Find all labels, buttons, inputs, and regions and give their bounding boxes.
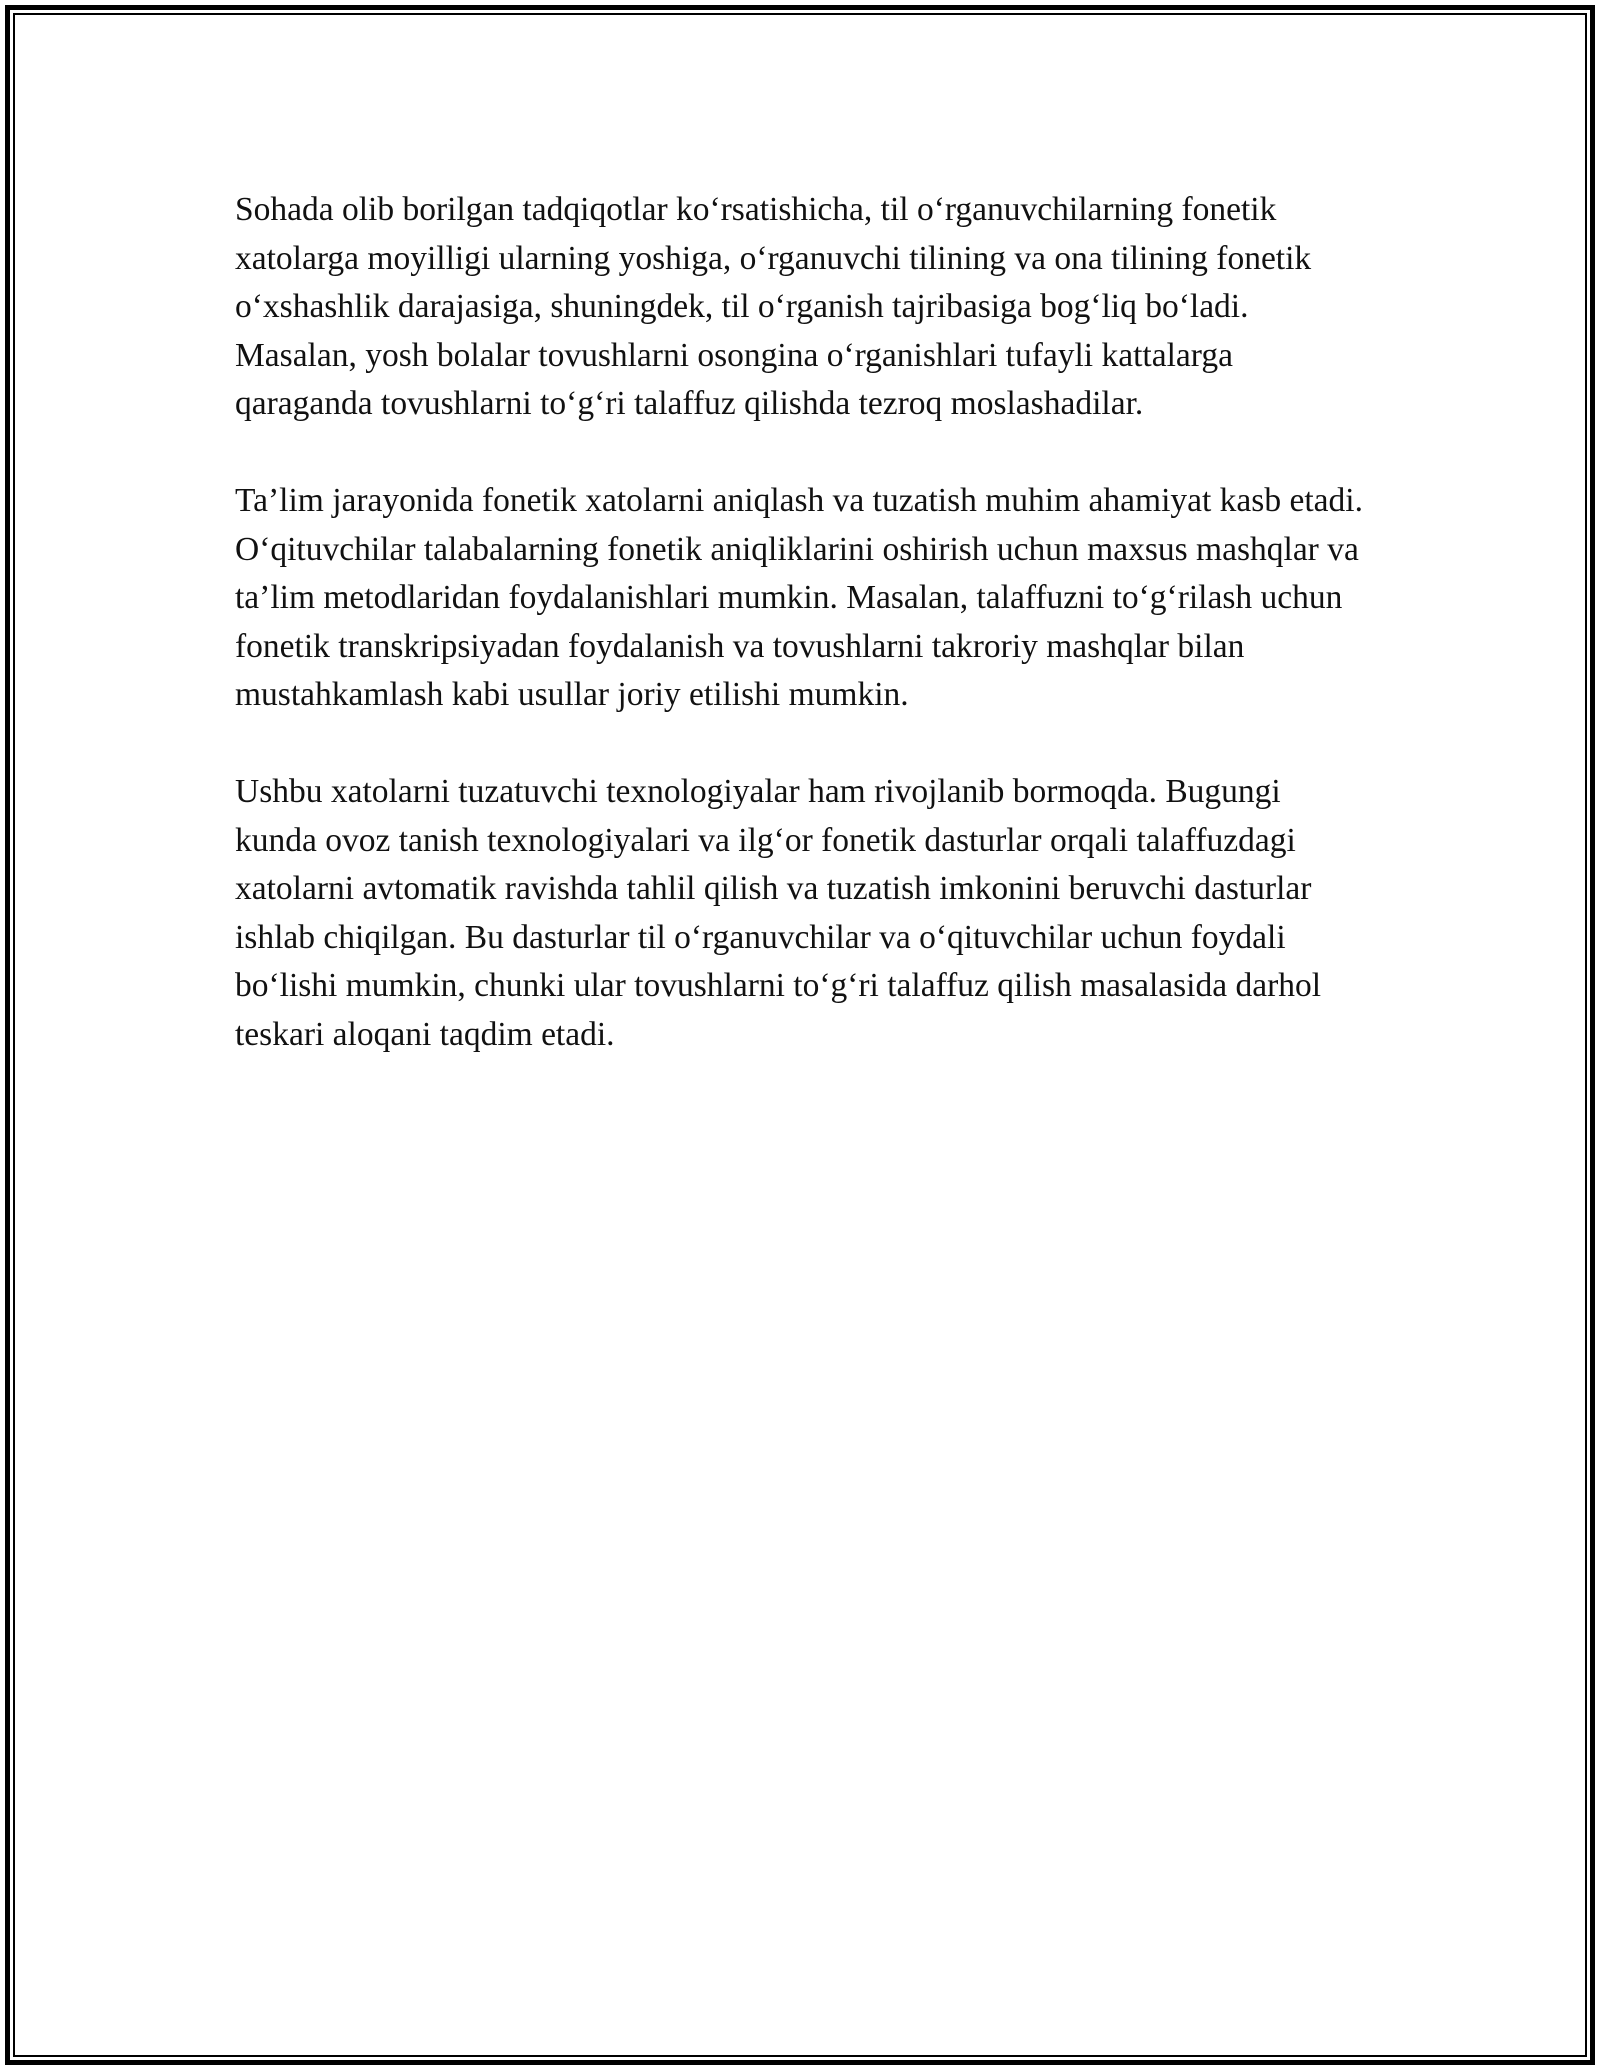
paragraph-3: Ushbu xatolarni tuzatuvchi texnologiyalar ham rivojlanib bormoqda. Bugungi kunda ovoz tanish texnologiyalari va ilg‘or fonetik dasturlar orqali talaffuzdagi xatolarni avtomatik ravishda tahlil qilish va tuzatish imkonini beruvchi dasturlar ishlab chiqilgan. Bu dasturlar til o‘rganuvchilar va o‘qituvchilar uchun foydali bo‘lishi mumkin, chunki ular tovushlarni to‘g‘ri talaffuz qilish masalasida darhol teskari aloqani taqdim etadi. [235, 773, 1322, 1053]
paragraph-1: Sohada olib borilgan tadqiqotlar ko‘rsatishicha, til o‘rganuvchilarning fonetik xatolarga moyilligi ularning yoshiga, o‘rganuvchi tilining va ona tilining fonetik o‘xshashlik darajasiga, shuningdek, til o‘rganish tajribasiga bog‘liq bo‘ladi. Masalan, yosh bolalar tovushlarni osongina o‘rganishlari tufayli kattalarga qaraganda tovushlarni to‘g‘ri talaffuz qilishda tezroq moslashadilar. [235, 191, 1312, 422]
paragraph-2: Ta’lim jarayonida fonetik xatolarni aniqlash va tuzatish muhim ahamiyat kasb etadi. O‘qituvchilar talabalarning fonetik aniqliklarini oshirish uchun maxsus mashqlar va ta’lim metodlaridan foydalanishlari mumkin. Masalan, talaffuzni to‘g‘rilash uchun fonetik transkripsiyadan foydalanish va tovushlarni takroriy mashqlar bilan mustahkamlash kabi usullar joriy etilishi mumkin. [235, 482, 1363, 713]
page-content [235, 186, 1370, 1108]
